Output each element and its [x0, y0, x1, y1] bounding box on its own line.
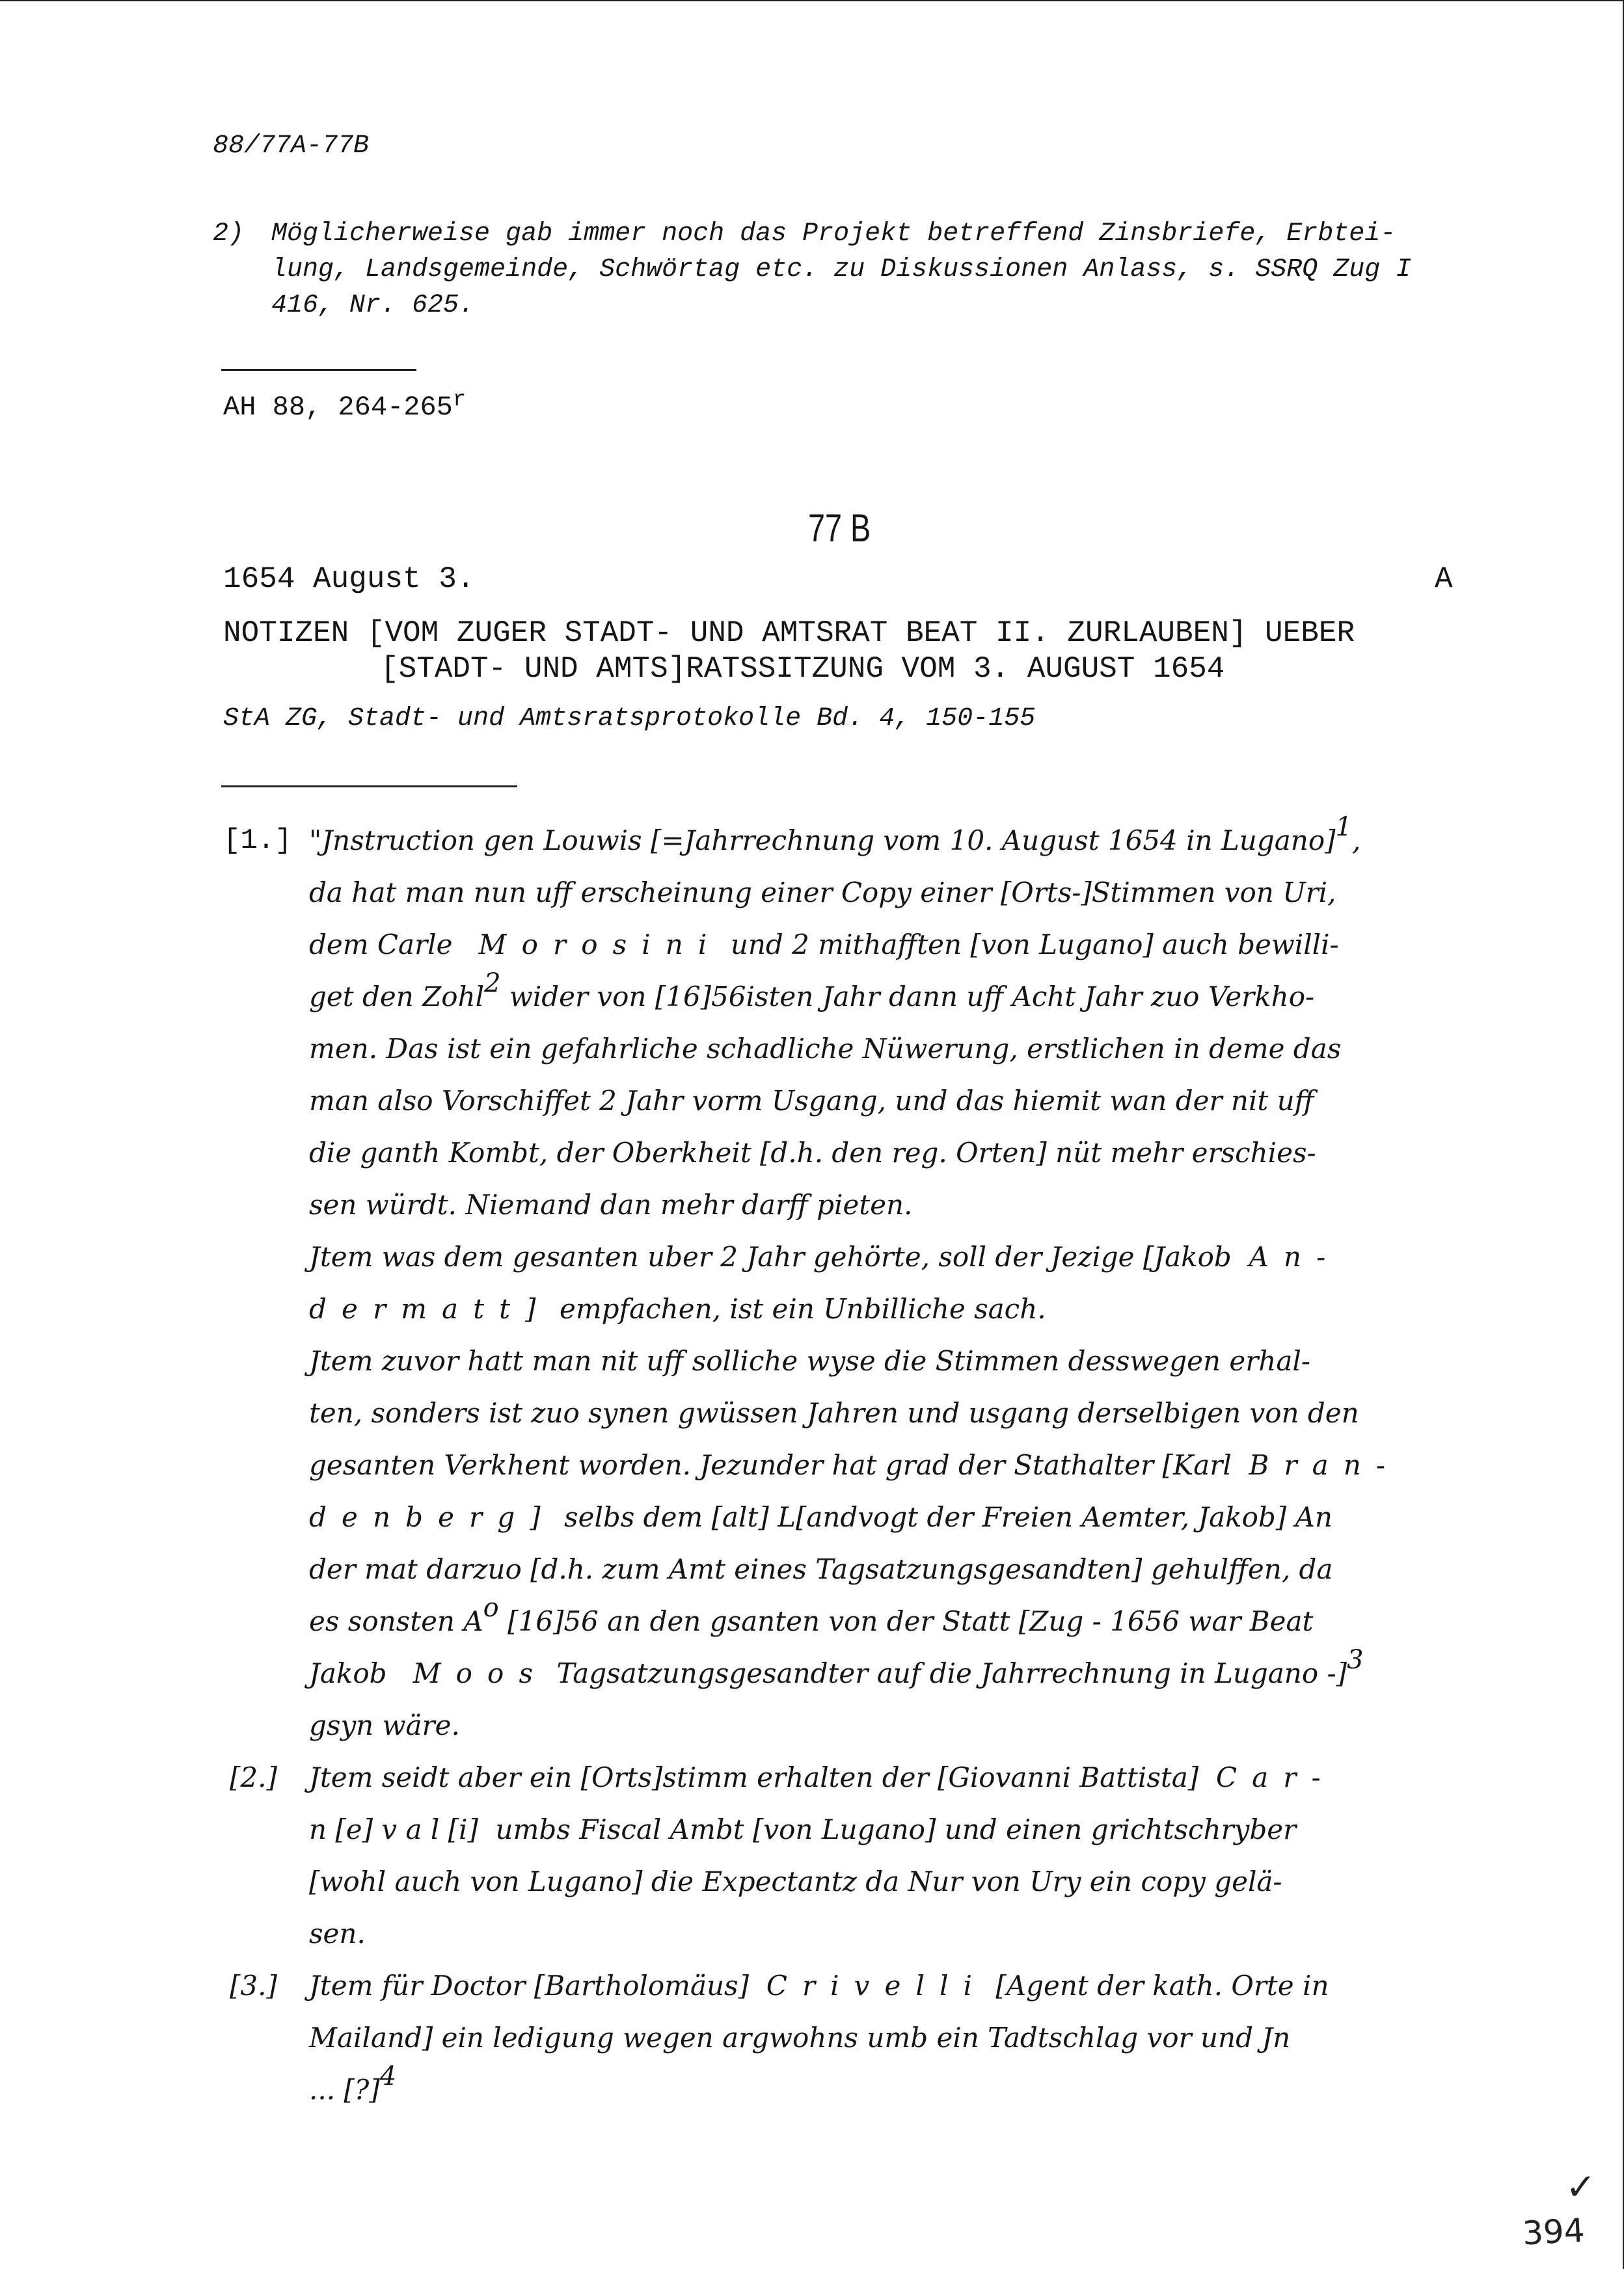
body-line [309, 1645, 1364, 1689]
body-line [309, 2061, 397, 2106]
body-line [309, 1501, 1333, 1533]
document-title-line: [STADT- UND AMTS]RATSSITZUNG VOM 3. AUGUST 1654 [381, 652, 1225, 686]
prev-footnote-line: Möglicherweise gab immer noch das Projekt betreffend Zinsbriefe, Erbtei- [271, 219, 1396, 249]
body-text: dem Carle [309, 929, 453, 960]
body-text: Jakob [309, 1657, 387, 1689]
document-date: 1654 August 3. [223, 562, 475, 596]
body-line [309, 1593, 1314, 1637]
body-text: umbs Fiscal Ambt [von Lugano] und einen grichtschryber [495, 1814, 1297, 1845]
document-source: StA ZG, Stadt- und Amtsratsprotokolle Bd. 4, 150-155 [223, 704, 1036, 733]
prev-footnote-line: lung, Landsgemeinde, Schwörtag etc. zu Diskussionen Anlass, s. SSRQ Zug I [271, 255, 1412, 284]
spaced-name: Car- [1215, 1761, 1336, 1793]
body-text: ... [?] [309, 2074, 380, 2106]
prev-footnote-number: 2) [213, 219, 245, 249]
superscript: o [483, 1593, 499, 1623]
spaced-name: An- [1249, 1241, 1341, 1273]
margin-mark [1519, 2166, 1603, 2257]
spaced-name: Morosini [478, 929, 722, 960]
body-text: Jtem für Doctor [Bartholomäus] [309, 1970, 749, 2002]
body-text: Jtem seidt aber ein [Orts]stimm erhalten der [Giovanni Battista] [309, 1761, 1199, 1793]
prev-source-ref-sup: r [452, 388, 467, 413]
check-mark-icon: ✓ [1565, 2166, 1596, 2208]
document-letter: A [1435, 562, 1453, 596]
body-line: Jtem zuvor hatt man nit uff solliche wyse die Stimmen desswegen erhal- [309, 1345, 1311, 1377]
body-line [309, 929, 1339, 960]
body-line [309, 1293, 1046, 1325]
footnote-divider [221, 369, 416, 371]
body-line [309, 1814, 1296, 1845]
spaced-name: denberg] [309, 1501, 556, 1533]
footnote-ref: 4 [379, 2061, 397, 2091]
body-text: "Jnstruction gen Louwis [=Jahrrechnung vom 10. August 1654 in Lugano] [309, 824, 1336, 856]
document-title-line: NOTIZEN [VOM ZUGER STADT- UND AMTSRAT BEAT II. ZURLAUBEN] UEBER [223, 616, 1355, 650]
spaced-name: Bran- [1249, 1449, 1401, 1481]
body-line: der mat darzuo [d.h. zum Amt eines Tagsatzungsgesandten] gehulffen, da [309, 1553, 1333, 1585]
document-number: 77 B [808, 506, 871, 550]
spaced-name: n [e] v a l [i] [309, 1814, 478, 1845]
body-text: und 2 mithafften [von Lugano] auch bewilli- [730, 929, 1339, 960]
spaced-name: dermatt] [309, 1293, 551, 1325]
body-text: es sonsten A [309, 1605, 483, 1637]
body-line: die ganth Kombt, der Oberkheit [d.h. den reg. Orten] nüt mehr erschies- [309, 1137, 1316, 1169]
spaced-name: Crivelli [766, 1970, 988, 2002]
prev-footnote-line: 416, Nr. 625. [271, 291, 475, 320]
handwritten-page-number: 394 [1521, 2211, 1586, 2253]
body-text: get den Zohl [309, 981, 485, 1012]
body-line: gsyn wäre. [309, 1709, 460, 1741]
header-ref: 88/77A-77B [213, 131, 370, 161]
body-text: [Agent der kath. Orte in [995, 1970, 1329, 2002]
body-text: Jtem was dem gesanten uber 2 Jahr gehörte, soll der Jezige [Jakob [309, 1241, 1232, 1273]
body-text: wider von [16]56isten Jahr dann uff Acht Jahr zuo Verkho- [500, 981, 1315, 1012]
body-text: empfachen, ist ein Unbilliche sach. [560, 1293, 1046, 1325]
body-text: [16]56 an den gsanten von der Statt [Zug - 1656 war Beat [498, 1605, 1314, 1637]
spaced-name: Moos [413, 1657, 548, 1689]
section-divider [221, 785, 517, 787]
section-label: [3.] [230, 1970, 277, 2002]
footnote-ref: 3 [1347, 1645, 1364, 1675]
body-text: selbs dem [alt] L[andvogt der Freien Aemter, Jakob] An [564, 1501, 1333, 1533]
prev-source-ref [223, 388, 467, 423]
body-text: Tagsatzungsgesandter auf die Jahrrechnung in Lugano -] [556, 1657, 1347, 1689]
body-line: sen würdt. Niemand dan mehr darff pieten. [309, 1189, 913, 1221]
body-line [309, 1761, 1336, 1793]
body-line: men. Das ist ein gefahrliche schadliche Nüwerung, erstlichen in deme das [309, 1033, 1342, 1065]
section-label: [1.] [223, 824, 292, 857]
body-line [309, 1970, 1329, 2002]
section-label: [2.] [230, 1761, 277, 1793]
body-line [309, 1241, 1340, 1273]
body-line: sen. [309, 1918, 366, 1950]
body-line [309, 1449, 1400, 1481]
body-text: , [1351, 824, 1361, 856]
footnote-ref: 2 [484, 968, 501, 998]
body-line: ten, sonders ist zuo synen gwüssen Jahren und usgang derselbigen von den [309, 1397, 1359, 1429]
body-line: Mailand] ein ledigung wegen argwohns umb ein Tadtschlag vor und Jn [309, 2022, 1291, 2054]
footnote-ref: 1 [1335, 812, 1352, 842]
body-line: man also Vorschiffet 2 Jahr vorm Usgang, und das hiemit wan der nit uff [309, 1085, 1314, 1117]
body-line [309, 968, 1315, 1012]
body-line: da hat man nun uff erscheinung einer Copy einer [Orts-]Stimmen von Uri, [309, 876, 1336, 908]
prev-source-ref-text: AH 88, 264-265 [223, 392, 453, 423]
body-line [309, 812, 1361, 856]
body-text: gesanten Verkhent worden. Jezunder hat grad der Stathalter [Karl [309, 1449, 1232, 1481]
body-line: [wohl auch von Lugano] die Expectantz da Nur von Ury ein copy gelä- [309, 1866, 1282, 1897]
